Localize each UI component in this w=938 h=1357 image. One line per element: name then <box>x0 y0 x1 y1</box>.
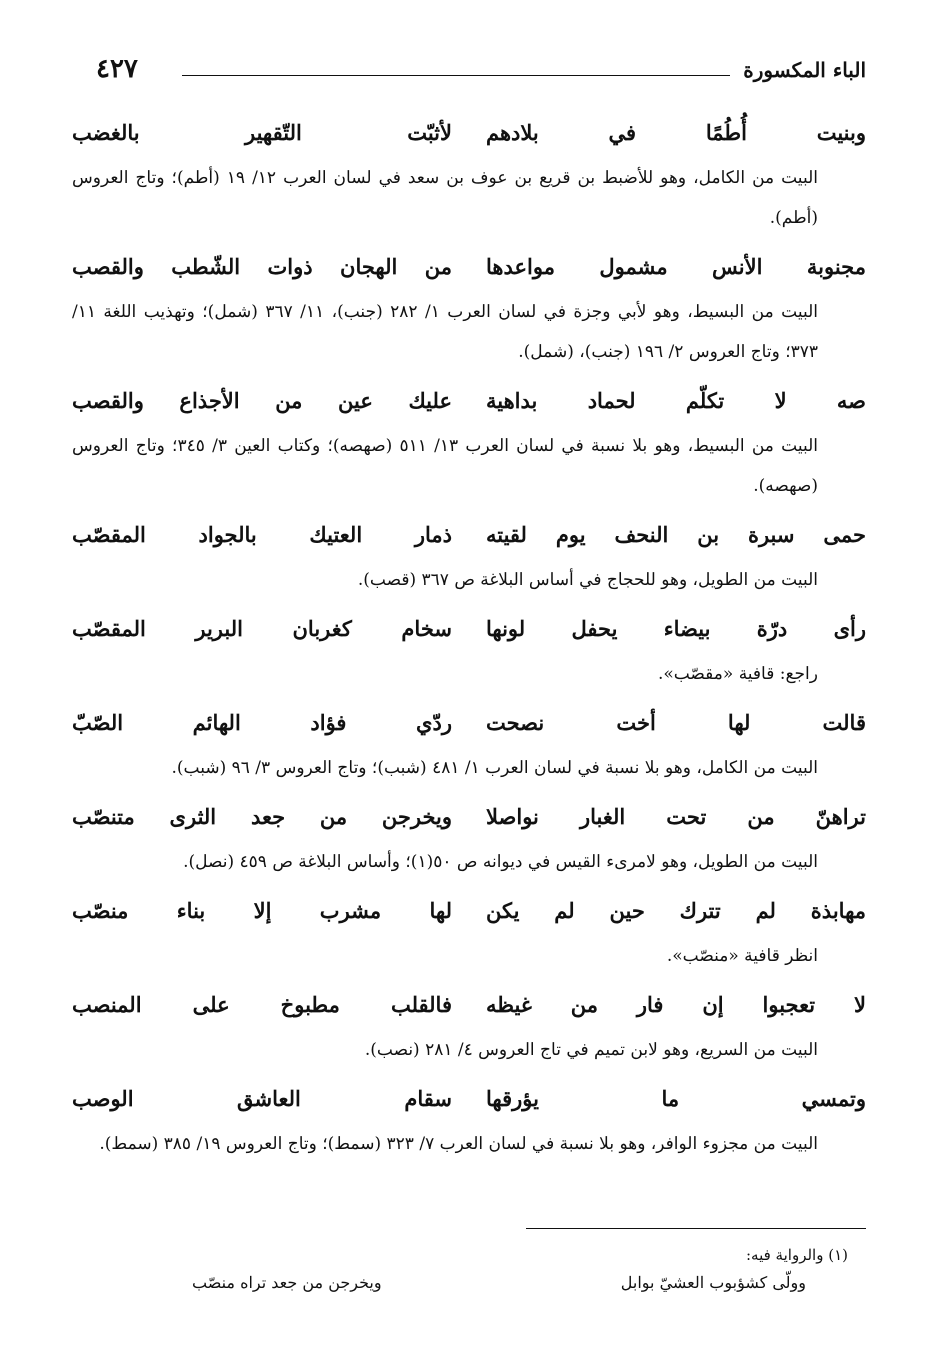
first-hemistich: رأى درّة بيضاء يحفل لونها <box>486 616 866 641</box>
second-hemistich: ذمار العتيك بالجواد المقصّب <box>72 522 452 547</box>
header-rule <box>182 75 730 76</box>
second-hemistich: لها مشرب إلا بناء منصّب <box>72 898 452 923</box>
verse-line <box>72 376 866 426</box>
first-hemistich: قالت لها أخت نصحت <box>486 710 866 735</box>
verse-note: البيت من السريع، وهو لابن تميم في تاج العروس ٤/ ٢٨١ (نصب). <box>364 1040 818 1060</box>
footnotes <box>72 1228 866 1299</box>
first-hemistich: مهابذة لم تترك حين لم يكن <box>486 898 866 923</box>
second-hemistich: سخام كغربان البرير المقصّب <box>72 616 452 641</box>
first-hemistich: حمى سبرة بن النحف يوم لقيته <box>486 522 866 547</box>
first-hemistich: تراهنّ من تحت الغبار نواصلا <box>486 804 866 829</box>
verse-entry <box>72 242 866 372</box>
verse-note: البيت من مجزوء الوافر، وهو بلا نسبة في لسان العرب ٧/ ٣٢٣ (سمط)؛ وتاج العروس ١٩/ ٣٨٥ (سمط). <box>99 1134 818 1154</box>
verse-entry <box>72 698 866 788</box>
verse-entries <box>72 108 866 1168</box>
verse-line <box>72 510 866 560</box>
verse-line <box>72 108 866 158</box>
verse-note: البيت من البسيط، وهو لأبي وجزة في لسان العرب ١/ ٢٨٢ (جنب)، ١١/ ٣٦٧ (شمل)؛ وتهذيب اللغة ١١/ ٣٧٣؛ وتاج العروس ٢/ ١٩٦ (جنب)، (شمل). <box>72 302 819 362</box>
verse-note: البيت من الطويل، وهو للحجاج في أساس البلاغة ص ٣٦٧ (قصب). <box>357 570 818 590</box>
second-hemistich: ويخرجن من جعد الثرى متنصّب <box>72 804 452 829</box>
verse-line <box>72 604 866 654</box>
page-number: ٤٢٧ <box>96 54 138 84</box>
first-hemistich: وتمسي ما يؤرقها <box>486 1086 866 1111</box>
verse-line <box>72 698 866 748</box>
running-title: الباء المكسورة <box>743 58 866 82</box>
first-hemistich: صه لا تكلّم لحماد بداهية <box>486 388 866 413</box>
verse-entry <box>72 886 866 976</box>
second-hemistich: سقام العاشق الوصب <box>72 1086 452 1111</box>
page-header <box>96 56 866 92</box>
verse-note: البيت من الكامل، وهو للأضبط بن قريع بن عوف بن سعد في لسان العرب ١٢/ ١٩ (أطم)؛ وتاج العروس (أطم). <box>72 168 818 228</box>
second-hemistich: ردّي فؤاد الهائم الصّبّ <box>72 710 452 735</box>
verse-note: انظر قافية «منصّب». <box>666 946 818 966</box>
verse-entry <box>72 1074 866 1164</box>
verse-line <box>72 792 866 842</box>
second-hemistich: عليك عين من الأجذاع والقصب <box>72 388 452 413</box>
verse-entry <box>72 792 866 882</box>
verse-note: راجع: قافية «مقصّب». <box>657 664 818 684</box>
footnote-first-hemistich: وولّى كشؤبوب العشيّ بوابل <box>620 1273 806 1292</box>
verse-entry <box>72 980 866 1070</box>
verse-line <box>72 1074 866 1124</box>
footnote-second-hemistich: ويخرجن من جعد تراه منصّب <box>192 1273 382 1292</box>
first-hemistich: مجنوبة الأنس مشمول مواعدها <box>486 254 866 279</box>
second-hemistich: من الهجان ذوات الشّطب والقصب <box>72 254 452 279</box>
footnote-verse <box>72 1267 866 1299</box>
footnote-rule <box>526 1228 866 1229</box>
verse-line <box>72 886 866 936</box>
verse-entry <box>72 604 866 694</box>
verse-note: البيت من الطويل، وهو لامرىء القيس في ديوانه ص ٥٠(١)؛ وأساس البلاغة ص ٤٥٩ (نصل). <box>183 852 818 872</box>
verse-entry <box>72 510 866 600</box>
footnote-text: (١) والرواية فيه: <box>746 1246 848 1264</box>
verse-entry <box>72 376 866 506</box>
verse-note: البيت من البسيط، وهو بلا نسبة في لسان العرب ١٣/ ٥١١ (صهصه)؛ وكتاب العين ٣/ ٣٤٥؛ وتاج العروس (صهصه). <box>72 436 818 496</box>
verse-line <box>72 242 866 292</box>
first-hemistich: وبنيت أُطُمًا في بلادهم <box>486 120 866 145</box>
verse-note: البيت من الكامل، وهو بلا نسبة في لسان العرب ١/ ٤٨١ (شبب)؛ وتاج العروس ٣/ ٩٦ (شبب). <box>171 758 818 778</box>
second-hemistich: لأثبّت التّقهير بالغضب <box>72 120 452 145</box>
verse-entry <box>72 108 866 238</box>
verse-line <box>72 980 866 1030</box>
first-hemistich: لا تعجبوا إن فار من غيظه <box>486 992 866 1017</box>
second-hemistich: فالقلب مطبوخ على المنصب <box>72 992 452 1017</box>
